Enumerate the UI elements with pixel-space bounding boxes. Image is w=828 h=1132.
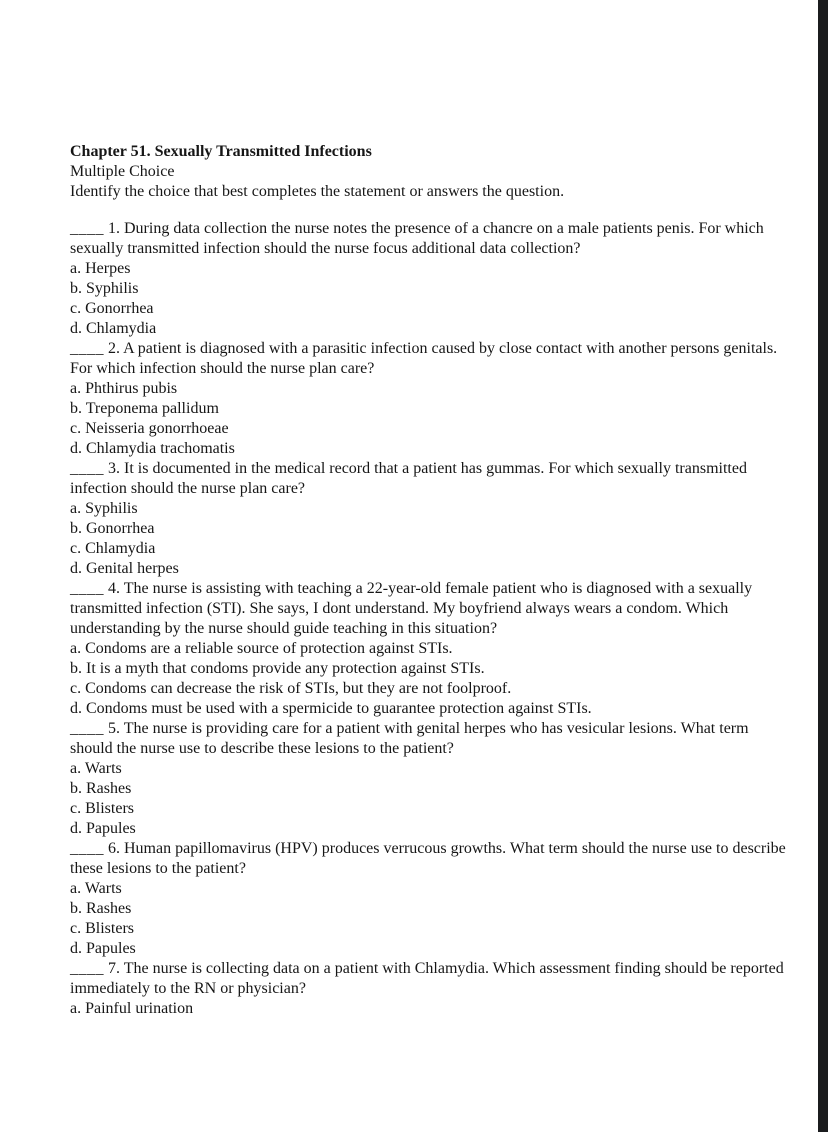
option-text: Papules — [86, 940, 136, 957]
option-text: Blisters — [85, 800, 134, 817]
option-text: Syphilis — [86, 280, 139, 297]
answer-option — [70, 999, 790, 1019]
option-letter: b. — [70, 280, 86, 297]
answer-blank: ____ — [70, 220, 104, 237]
option-letter: c. — [70, 420, 86, 437]
question — [70, 219, 790, 259]
option-letter: c. — [70, 540, 86, 557]
question-stem: It is documented in the medical record that a patient has gummas. For which sexually transmitted infection should the nurse plan care? — [70, 460, 747, 497]
spacer — [70, 202, 790, 219]
question-stem: Human papillomavirus (HPV) produces verrucous growths. What term should the nurse use to describe these lesions to the patient? — [70, 840, 786, 877]
option-text: Rashes — [86, 900, 132, 917]
option-letter: b. — [70, 520, 86, 537]
answer-option — [70, 899, 790, 919]
question-stem: The nurse is assisting with teaching a 22-year-old female patient who is diagnosed with a sexually transmitted infection (STI). She says, I dont understand. My boyfriend always wears a condom. Which understanding by the nurse should guide teaching in this situation? — [70, 580, 753, 637]
answer-option — [70, 699, 790, 719]
answer-option — [70, 319, 790, 339]
answer-option — [70, 499, 790, 519]
answer-option — [70, 379, 790, 399]
answer-option — [70, 939, 790, 959]
question — [70, 339, 790, 379]
option-text: Gonorrhea — [85, 300, 154, 317]
answer-option — [70, 679, 790, 699]
question-number: 4. — [104, 580, 124, 597]
option-letter: a. — [70, 760, 85, 777]
document-page — [70, 142, 790, 1019]
answer-option — [70, 759, 790, 779]
answer-option — [70, 779, 790, 799]
option-letter: a. — [70, 260, 86, 277]
question — [70, 579, 790, 639]
option-text: Chlamydia — [85, 540, 156, 557]
question-stem: The nurse is collecting data on a patient with Chlamydia. Which assessment finding should be reported immediately to the RN or physician? — [70, 960, 784, 997]
option-text: It is a myth that condoms provide any protection against STIs. — [86, 660, 485, 677]
option-text: Warts — [84, 880, 122, 897]
answer-option — [70, 279, 790, 299]
answer-option — [70, 799, 790, 819]
option-letter: c. — [70, 680, 86, 697]
option-text: Neisseria gonorrhoeae — [85, 420, 229, 437]
option-letter: d. — [70, 560, 86, 577]
answer-blank: ____ — [70, 460, 104, 477]
page-title: Chapter 51. Sexually Transmitted Infections — [70, 143, 372, 160]
option-letter: d. — [70, 440, 86, 457]
answer-option — [70, 639, 790, 659]
option-letter: b. — [70, 780, 86, 797]
option-text: Genital herpes — [86, 560, 179, 577]
option-letter: d. — [70, 320, 86, 337]
question-stem: The nurse is providing care for a patient with genital herpes who has vesicular lesions. What term should the nurse use to describe these lesions to the patient? — [70, 720, 749, 757]
option-text: Warts — [84, 760, 122, 777]
answer-option — [70, 439, 790, 459]
option-letter: a. — [70, 380, 86, 397]
option-text: Condoms are a reliable source of protection against STIs. — [85, 640, 453, 657]
question-number: 1. — [104, 220, 124, 237]
answer-blank: ____ — [70, 340, 104, 357]
answer-option — [70, 879, 790, 899]
question — [70, 459, 790, 499]
option-text: Papules — [86, 820, 136, 837]
option-text: Chlamydia trachomatis — [86, 440, 235, 457]
answer-option — [70, 399, 790, 419]
option-text: Gonorrhea — [86, 520, 155, 537]
option-letter: b. — [70, 900, 86, 917]
answer-blank: ____ — [70, 960, 104, 977]
question-stem: During data collection the nurse notes the presence of a chancre on a male patients penis. For which sexually transmitted infection should the nurse focus additional data collection? — [70, 220, 764, 257]
option-letter: b. — [70, 400, 86, 417]
answer-blank: ____ — [70, 840, 104, 857]
answer-option — [70, 299, 790, 319]
answer-option — [70, 259, 790, 279]
answer-blank: ____ — [70, 720, 104, 737]
option-letter: a. — [70, 500, 86, 517]
option-text: Rashes — [86, 780, 132, 797]
question-number: 2. — [104, 340, 124, 357]
option-letter: d. — [70, 820, 86, 837]
option-letter: a. — [70, 880, 85, 897]
answer-option — [70, 559, 790, 579]
answer-option — [70, 419, 790, 439]
answer-option — [70, 539, 790, 559]
option-text: Blisters — [85, 920, 134, 937]
option-text: Syphilis — [85, 500, 138, 517]
option-text: Condoms can decrease the risk of STIs, but they are not foolproof. — [85, 680, 512, 697]
option-letter: c. — [70, 300, 86, 317]
question-list — [70, 219, 790, 1019]
option-letter: a. — [70, 1000, 86, 1017]
option-letter: d. — [70, 940, 86, 957]
question-number: 3. — [104, 460, 124, 477]
option-letter: b. — [70, 660, 86, 677]
option-letter: d. — [70, 700, 86, 717]
answer-blank: ____ — [70, 580, 104, 597]
section-type: Multiple Choice — [70, 163, 175, 180]
answer-option — [70, 819, 790, 839]
answer-option — [70, 919, 790, 939]
question-number: 6. — [104, 840, 124, 857]
question — [70, 719, 790, 759]
answer-option — [70, 519, 790, 539]
question-number: 7. — [104, 960, 124, 977]
option-text: Treponema pallidum — [85, 400, 219, 417]
option-letter: c. — [70, 920, 86, 937]
option-letter: a. — [70, 640, 86, 657]
question — [70, 839, 790, 879]
page-edge-bar — [818, 0, 828, 1132]
option-text: Chlamydia — [86, 320, 157, 337]
question-number: 5. — [104, 720, 124, 737]
question — [70, 959, 790, 999]
instructions: Identify the choice that best completes the statement or answers the question. — [70, 183, 565, 200]
option-text: Condoms must be used with a spermicide to guarantee protection against STIs. — [86, 700, 592, 717]
option-text: Painful urination — [85, 1000, 194, 1017]
option-text: Herpes — [85, 260, 131, 277]
option-text: Phthirus pubis — [85, 380, 178, 397]
question-stem: A patient is diagnosed with a parasitic infection caused by close contact with another persons genitals. For which infection should the nurse plan care? — [70, 340, 778, 377]
option-letter: c. — [70, 800, 86, 817]
answer-option — [70, 659, 790, 679]
